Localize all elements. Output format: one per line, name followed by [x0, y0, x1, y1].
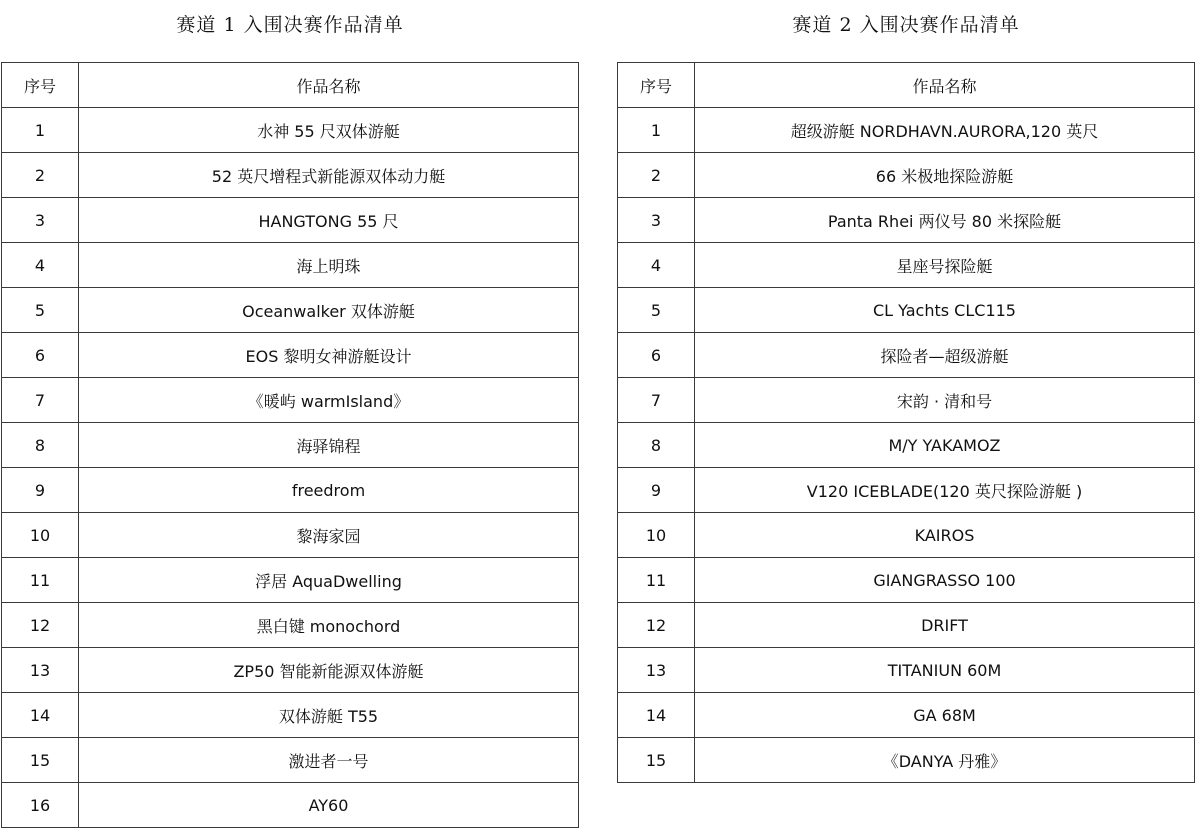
row-number: 2 [2, 153, 79, 198]
work-name: 探险者—超级游艇 [695, 333, 1195, 378]
work-name: ZP50 智能新能源双体游艇 [79, 648, 579, 693]
work-name: 《暖屿 warmIsland》 [79, 378, 579, 423]
work-name: AY60 [79, 783, 579, 828]
row-number: 11 [618, 558, 695, 603]
work-name: DRIFT [695, 603, 1195, 648]
row-number: 8 [2, 423, 79, 468]
track2-body [618, 108, 1195, 783]
row-number: 10 [618, 513, 695, 558]
work-name: HANGTONG 55 尺 [79, 198, 579, 243]
row-number: 12 [618, 603, 695, 648]
work-name: 双体游艇 T55 [79, 693, 579, 738]
row-number: 12 [2, 603, 79, 648]
table-row [2, 378, 579, 423]
table-row [2, 513, 579, 558]
table-row [618, 198, 1195, 243]
track1-body [2, 108, 579, 828]
row-number: 1 [2, 108, 79, 153]
row-number: 14 [618, 693, 695, 738]
work-name: 星座号探险艇 [695, 243, 1195, 288]
row-number: 8 [618, 423, 695, 468]
row-number: 15 [2, 738, 79, 783]
table-header-row [2, 63, 579, 108]
work-name: 水神 55 尺双体游艇 [79, 108, 579, 153]
header-num: 序号 [2, 63, 79, 108]
table-row [618, 333, 1195, 378]
table-row [2, 468, 579, 513]
row-number: 5 [618, 288, 695, 333]
table-row [618, 108, 1195, 153]
work-name: 浮居 AquaDwelling [79, 558, 579, 603]
row-number: 6 [2, 333, 79, 378]
row-number: 1 [618, 108, 695, 153]
track2-table [617, 62, 1195, 783]
track1-section [1, 0, 579, 815]
table-row [2, 783, 579, 828]
work-name: TITANIUN 60M [695, 648, 1195, 693]
table-row [2, 198, 579, 243]
table-header-row [618, 63, 1195, 108]
track1-title: 赛道 1 入围决赛作品清单 [176, 14, 404, 36]
table-row [2, 333, 579, 378]
work-name: EOS 黎明女神游艇设计 [79, 333, 579, 378]
work-name: GIANGRASSO 100 [695, 558, 1195, 603]
table-row [618, 603, 1195, 648]
table-row [2, 603, 579, 648]
work-name: 《DANYA 丹雅》 [695, 738, 1195, 783]
table-row [618, 693, 1195, 738]
table-row [618, 378, 1195, 423]
row-number: 6 [618, 333, 695, 378]
row-number: 7 [2, 378, 79, 423]
table-row [618, 468, 1195, 513]
table-row [618, 288, 1195, 333]
header-name: 作品名称 [695, 63, 1195, 108]
table-row [618, 243, 1195, 288]
row-number: 5 [2, 288, 79, 333]
table-row [618, 558, 1195, 603]
table-row [2, 153, 579, 198]
work-name: 66 米极地探险游艇 [695, 153, 1195, 198]
work-name: CL Yachts CLC115 [695, 288, 1195, 333]
row-number: 15 [618, 738, 695, 783]
row-number: 14 [2, 693, 79, 738]
work-name: freedrom [79, 468, 579, 513]
row-number: 3 [618, 198, 695, 243]
row-number: 9 [2, 468, 79, 513]
header-name: 作品名称 [79, 63, 579, 108]
table-row [618, 513, 1195, 558]
table-row [2, 738, 579, 783]
row-number: 4 [618, 243, 695, 288]
work-name: 海上明珠 [79, 243, 579, 288]
track1-table [1, 62, 579, 828]
work-name: 超级游艇 NORDHAVN.AURORA,120 英尺 [695, 108, 1195, 153]
row-number: 2 [618, 153, 695, 198]
row-number: 9 [618, 468, 695, 513]
table-row [2, 693, 579, 738]
work-name: 宋韵 · 清和号 [695, 378, 1195, 423]
table-row [618, 423, 1195, 468]
track2-section [617, 0, 1195, 771]
row-number: 16 [2, 783, 79, 828]
work-name: 海驿锦程 [79, 423, 579, 468]
work-name: 激进者一号 [79, 738, 579, 783]
row-number: 10 [2, 513, 79, 558]
track2-title: 赛道 2 入围决赛作品清单 [792, 14, 1020, 36]
table-row [618, 153, 1195, 198]
table-row [618, 648, 1195, 693]
table-row [2, 288, 579, 333]
row-number: 4 [2, 243, 79, 288]
table-row [618, 738, 1195, 783]
row-number: 11 [2, 558, 79, 603]
table-row [2, 558, 579, 603]
work-name: GA 68M [695, 693, 1195, 738]
header-num: 序号 [618, 63, 695, 108]
work-name: KAIROS [695, 513, 1195, 558]
work-name: Panta Rhei 两仪号 80 米探险艇 [695, 198, 1195, 243]
work-name: M/Y YAKAMOZ [695, 423, 1195, 468]
work-name: 52 英尺增程式新能源双体动力艇 [79, 153, 579, 198]
row-number: 13 [618, 648, 695, 693]
work-name: V120 ICEBLADE(120 英尺探险游艇 ) [695, 468, 1195, 513]
work-name: 黎海家园 [79, 513, 579, 558]
row-number: 13 [2, 648, 79, 693]
work-name: Oceanwalker 双体游艇 [79, 288, 579, 333]
table-row [2, 243, 579, 288]
row-number: 7 [618, 378, 695, 423]
row-number: 3 [2, 198, 79, 243]
work-name: 黑白键 monochord [79, 603, 579, 648]
table-row [2, 108, 579, 153]
table-row [2, 423, 579, 468]
table-row [2, 648, 579, 693]
